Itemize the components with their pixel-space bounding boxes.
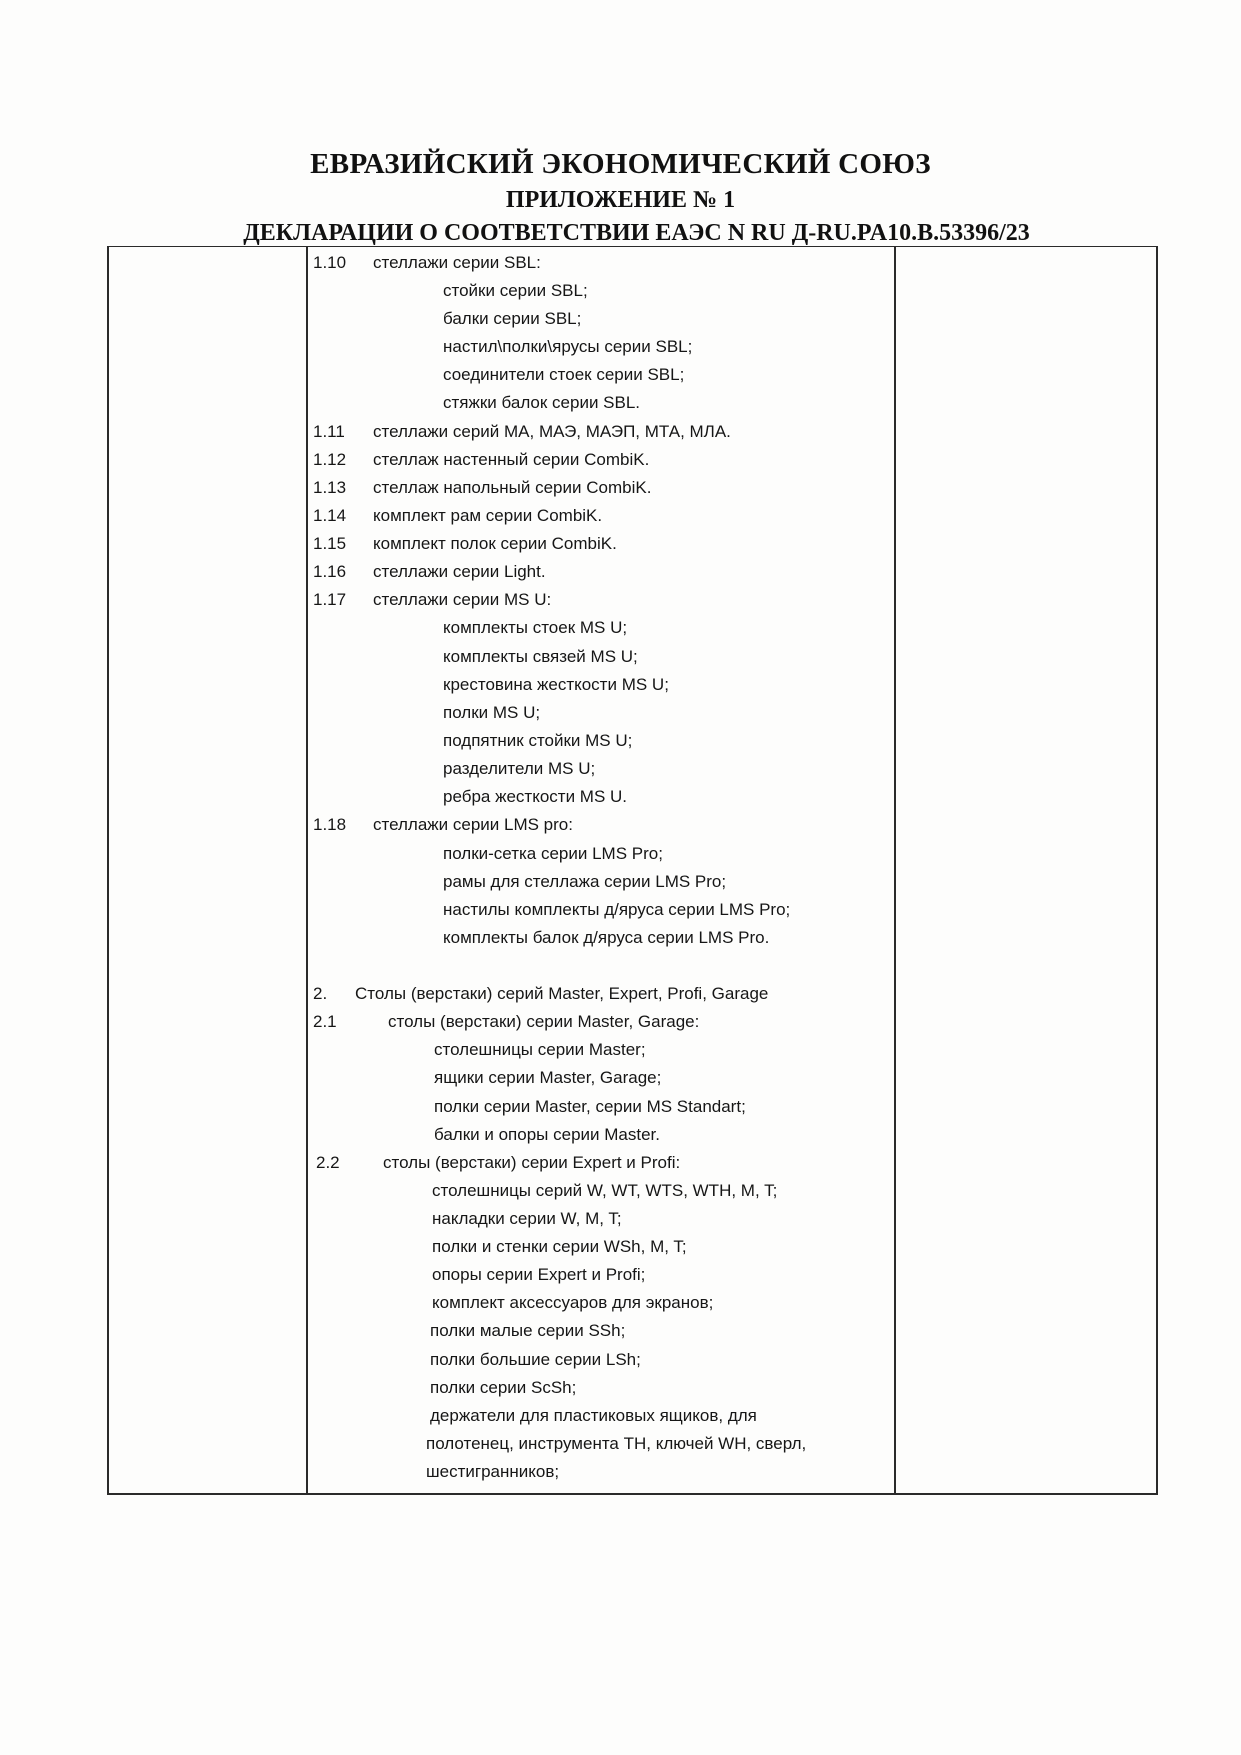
item-text: шестигранников; bbox=[426, 1462, 560, 1481]
item-text: столы (верстаки) серии Master, Garage: bbox=[388, 1012, 700, 1031]
item-text: столы (верстаки) серии Expert и Profi: bbox=[383, 1153, 681, 1172]
item-text: комплекты балок д/яруса серии LMS Pro. bbox=[443, 928, 770, 947]
item-text: полки-сетка серии LMS Pro; bbox=[443, 844, 663, 863]
item-text: полки большие серии LSh; bbox=[430, 1350, 641, 1369]
table-top-border bbox=[108, 246, 1158, 247]
item-text: стеллажи серии MS U: bbox=[373, 590, 552, 609]
item-text: стойки серии SBL; bbox=[443, 281, 588, 300]
item-number: 1.10 bbox=[313, 253, 347, 272]
table-column-divider-1 bbox=[306, 246, 308, 1495]
item-text: настилы комплекты д/яруса серии LMS Pro; bbox=[443, 900, 791, 919]
table-right-border bbox=[1156, 246, 1158, 1495]
item-text: подпятник стойки MS U; bbox=[443, 731, 633, 750]
item-text: полки MS U; bbox=[443, 703, 541, 722]
item-number: 2.2 bbox=[316, 1153, 340, 1172]
item-number: 1.15 bbox=[313, 534, 347, 553]
item-text: комплекты стоек MS U; bbox=[443, 618, 628, 637]
item-text: стяжки балок серии SBL. bbox=[443, 393, 641, 412]
item-number: 1.14 bbox=[313, 506, 347, 525]
item-text: стеллажи серий МА, МАЭ, МАЭП, МТА, МЛА. bbox=[373, 422, 731, 441]
item-text: разделители MS U; bbox=[443, 759, 596, 778]
item-number: 1.17 bbox=[313, 590, 347, 609]
item-number: 1.16 bbox=[313, 562, 347, 581]
item-text: столешницы серии Master; bbox=[434, 1040, 646, 1059]
item-text: опоры серии Expert и Profi; bbox=[432, 1265, 646, 1284]
item-text: полки и стенки серии WSh, M, T; bbox=[432, 1237, 687, 1256]
item-text: стеллаж настенный серии CombiK. bbox=[373, 450, 650, 469]
item-text: стеллаж напольный серии CombiK. bbox=[373, 478, 652, 497]
item-text: Столы (верстаки) серий Master, Expert, Profi, Garage bbox=[355, 984, 769, 1003]
item-text: комплект рам серии CombiK. bbox=[373, 506, 603, 525]
item-number: 1.18 bbox=[313, 815, 347, 834]
item-text: стеллажи серии Light. bbox=[373, 562, 546, 581]
item-text: полотенец, инструмента TH, ключей WH, сверл, bbox=[426, 1434, 807, 1453]
item-text: комплект аксессуаров для экранов; bbox=[432, 1293, 714, 1312]
item-text: ребра жесткости MS U. bbox=[443, 787, 628, 806]
header-union-title: ЕВРАЗИЙСКИЙ ЭКОНОМИЧЕСКИЙ СОЮЗ bbox=[310, 148, 931, 180]
item-text: стеллажи серии LMS pro: bbox=[373, 815, 573, 834]
item-text: соединители стоек серии SBL; bbox=[443, 365, 685, 384]
item-text: полки малые серии SSh; bbox=[430, 1321, 626, 1340]
item-number: 1.11 bbox=[313, 422, 345, 441]
table-column-divider-2 bbox=[894, 246, 896, 1495]
item-text: комплекты связей MS U; bbox=[443, 647, 638, 666]
item-text: накладки серии W, M, T; bbox=[432, 1209, 622, 1228]
item-text: держатели для пластиковых ящиков, для bbox=[430, 1406, 757, 1425]
header-appendix-title: ПРИЛОЖЕНИЕ № 1 bbox=[505, 187, 736, 213]
table-bottom-border bbox=[107, 1493, 1158, 1495]
table-left-border bbox=[107, 246, 109, 1495]
item-text: рамы для стеллажа серии LMS Pro; bbox=[443, 872, 727, 891]
item-number: 2. bbox=[313, 984, 328, 1003]
item-text: комплект полок серии CombiK. bbox=[373, 534, 617, 553]
item-text: полки серии Master, серии MS Standart; bbox=[434, 1097, 746, 1116]
item-text: крестовина жесткости MS U; bbox=[443, 675, 669, 694]
item-text: балки и опоры серии Master. bbox=[434, 1125, 660, 1144]
item-number: 1.12 bbox=[313, 450, 347, 469]
item-number: 1.13 bbox=[313, 478, 347, 497]
item-text: стеллажи серии SBL: bbox=[373, 253, 541, 272]
item-text: настил\полки\ярусы серии SBL; bbox=[443, 337, 693, 356]
item-text: полки серии ScSh; bbox=[430, 1378, 577, 1397]
header-declaration-number: ДЕКЛАРАЦИИ О СООТВЕТСТВИИ ЕАЭС N RU Д-RU.PA10.B.53396/23 bbox=[243, 220, 1030, 246]
item-text: столешницы серий W, WT, WTS, WTH, M, T; bbox=[432, 1181, 778, 1200]
item-number: 2.1 bbox=[313, 1012, 337, 1031]
item-text: балки серии SBL; bbox=[443, 309, 582, 328]
item-text: ящики серии Master, Garage; bbox=[434, 1068, 662, 1087]
